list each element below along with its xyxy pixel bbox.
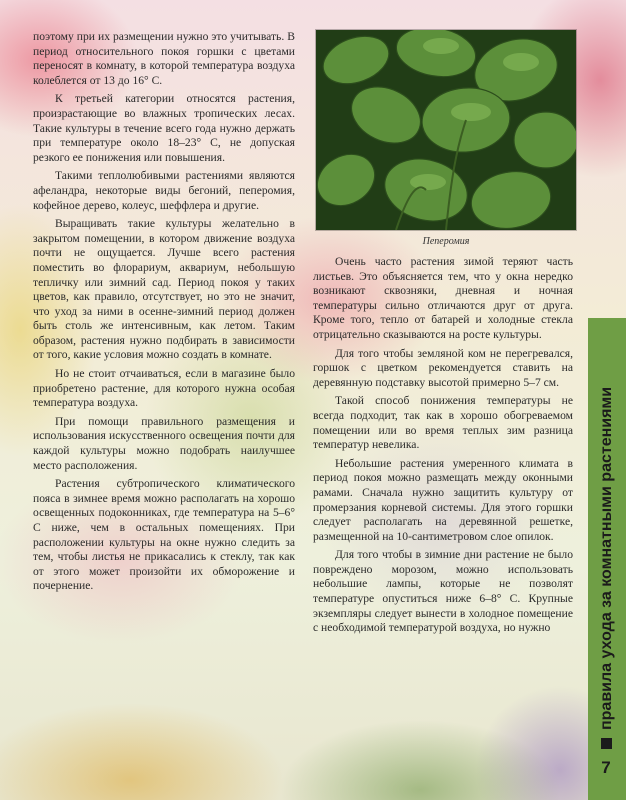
peperomia-photo <box>316 30 576 230</box>
paragraph: Такой способ понижения температуры не всегда подходит, так как в хорошо обогреваемом помещении или во время теплых зим разница температур невелика. <box>313 394 573 452</box>
paragraph: Небольшие растения умеренного климата в период покоя можно размещать между оконными рамами. Сначала нужно защитить культуру от промерзания корневой системы. Для этого горшки следует располагать на деревянной решетке, размещенной на 10-сантиметровом слое опилок. <box>313 456 573 543</box>
peperomia-leaves-illustration <box>316 30 576 230</box>
paragraph: Очень часто растения зимой теряют часть листьев. Это объясняется тем, что у окна нередко возникают сквозняки, дневная и ночная температуры сильно отличаются друг от друга. Кроме того, тепло от батарей и холодные стекла отрицательно сказываются на росте культуры. <box>313 255 573 341</box>
paragraph: Для того чтобы в зимние дни растение не было повреждено морозом, можно использовать небольшие лампы, которые не позволят температуре опуститься ниже 6–8° С. Крупные экземпляры следует вынести в холодное помещение с необходимой температурой воздуха, но нужно <box>313 548 573 635</box>
paragraph: Растения субтропического климатического пояса в зимнее время можно располагать на хорошо освещенных подоконниках, где температура на 5–6° С ниже, чем в остальных помещениях. При расположении культуры на окне нужно следить за тем, чтобы листья не прикасались к стеклу, так как от этого может произойти их обморожение и почернение. <box>33 477 295 593</box>
page-number: 7 <box>601 758 611 777</box>
paragraph: Но не стоит отчаиваться, если в магазине было приобретено растение, для которого нужна особая температура воздуха. <box>33 367 295 410</box>
paragraph: Такими теплолюбивыми растениями являются афеландра, некоторые виды бегоний, пеперомия, кофейное дерево, колеус, шеффлера и другие. <box>33 169 295 212</box>
paragraph: К третьей категории относятся растения, произрастающие во влажных тропических лесах. Такие культуры в течение всего года нужно держать при температуре около 18–23° С, не допуская резкого ее понижения или повышения. <box>33 92 295 164</box>
left-text-column <box>33 30 295 598</box>
chapter-title: правила ухода за комнатными растениями <box>598 386 615 730</box>
paragraph: Выращивать такие культуры желательно в закрытом помещении, в котором движение воздуха почти не ощущается. Лучше всего растения поместить во флорариум, аквариум, небольшую тепличку или зимний сад. Период покоя у таких цветов, как правило, отсутствует, но это не значит, что уход за ними в осенне-зимний период должен быть столь же интенсивным, как летом. Таким образом, растения нужно подбирать в зависимости от того, какие условия можно создать в комнате. <box>33 217 295 362</box>
paragraph: поэтому при их размещении нужно это учитывать. В период относительного покоя горшки с цветами переносят в комнату, в которой температура воздуха колеблется от 13 до 16° С. <box>33 30 295 87</box>
right-text-column <box>313 255 573 640</box>
paragraph: При помощи правильного размещения и использования искусственного освещения почти для каждой культуры можно подобрать наилучшее место расположения. <box>33 414 295 472</box>
square-marker-icon <box>601 738 612 749</box>
paragraph: Для того чтобы земляной ком не перегревался, горшок с цветком рекомендуется ставить на деревянную подставку высотой примерно 5–7 см. <box>313 346 573 389</box>
photo-caption: Пеперомия <box>422 236 470 247</box>
